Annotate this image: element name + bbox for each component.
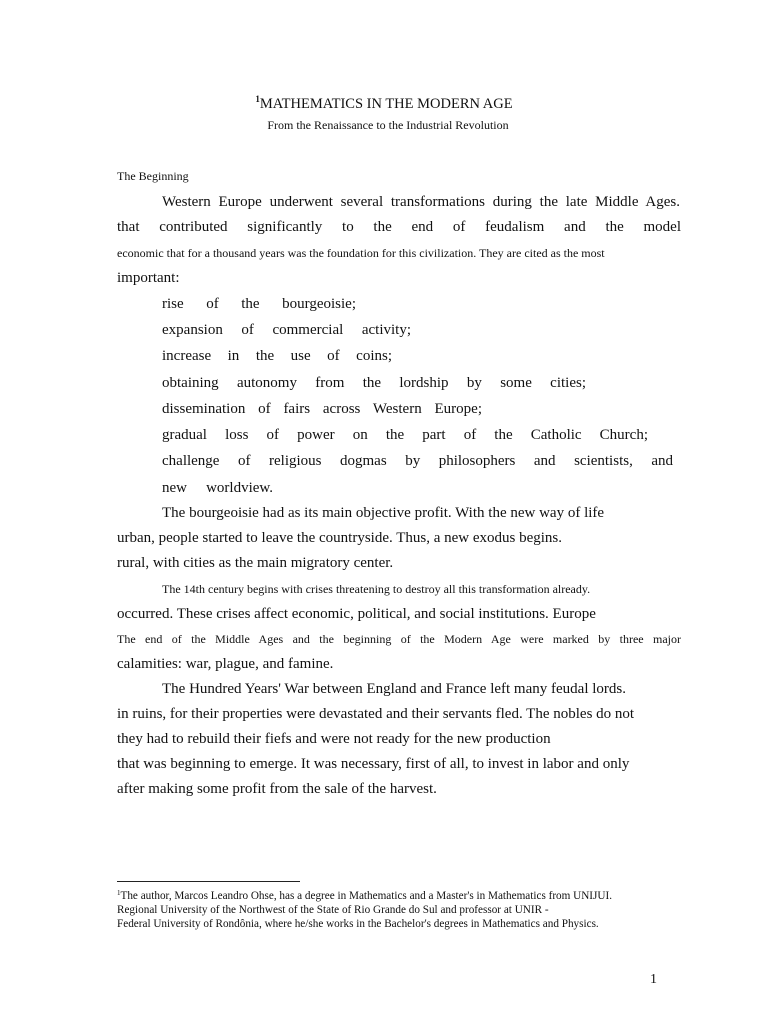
paragraph4-line: in ruins, for their properties were devastated and their servants fled. The nobles do not bbox=[117, 706, 635, 722]
title-text: MATHEMATICS IN THE MODERN AGE bbox=[259, 96, 513, 112]
list-item: obtaining autonomy from the lordship by some cities; bbox=[162, 375, 586, 391]
footnote-separator bbox=[117, 881, 300, 882]
footnote-text: The author, Marcos Leandro Ohse, has a degree in Mathematics and a Master's in Mathematics from UNIJUI. bbox=[120, 890, 612, 902]
paragraph2-line: The bourgeoisie had as its main objective profit. With the new way of life bbox=[162, 505, 605, 521]
paragraph3-line: calamities: war, plague, and famine. bbox=[117, 656, 334, 672]
paragraph4-line: after making some profit from the sale of the harvest. bbox=[117, 781, 437, 797]
footnote-marker: 1 bbox=[117, 889, 121, 897]
list-item: gradual loss of power on the part of the Catholic Church; bbox=[162, 427, 648, 443]
paragraph4-line: that was beginning to emerge. It was necessary, first of all, to invest in labor and only bbox=[117, 756, 630, 772]
section-heading: The Beginning bbox=[117, 169, 189, 183]
paragraph4-line: The Hundred Years' War between England and France left many feudal lords. bbox=[162, 681, 626, 697]
paragraph3-line: The 14th century begins with crises threatening to destroy all this transformation already. bbox=[162, 582, 591, 596]
paragraph1-line: Western Europe underwent several transformations during the late Middle Ages. bbox=[162, 194, 680, 210]
paragraph3-line: occurred. These crises affect economic, political, and social institutions. Europe bbox=[117, 606, 596, 622]
paragraph2-line: rural, with cities as the main migratory center. bbox=[117, 555, 394, 571]
title-footnote-marker: 1 bbox=[255, 94, 260, 104]
footnote-line: Regional University of the Northwest of the State of Rio Grande do Sul and professor at UNIR - bbox=[117, 904, 549, 916]
paragraph4-line: they had to rebuild their fiefs and were not ready for the new production bbox=[117, 731, 551, 747]
paragraph1-line: important: bbox=[117, 270, 180, 286]
page-number: 1 bbox=[650, 972, 657, 987]
paragraph3-line: The end of the Middle Ages and the beginning of the Modern Age were marked by three major bbox=[117, 632, 681, 646]
footnote-line bbox=[117, 889, 612, 902]
paragraph1-line: that contributed significantly to the end of feudalism and the model bbox=[117, 219, 681, 235]
document-subtitle: From the Renaissance to the Industrial Revolution bbox=[267, 118, 509, 132]
list-item: new worldview. bbox=[162, 480, 273, 496]
paragraph2-line: urban, people started to leave the countryside. Thus, a new exodus begins. bbox=[117, 530, 563, 546]
paragraph1-line: economic that for a thousand years was the foundation for this civilization. They are cited as the most bbox=[117, 246, 605, 260]
list-item: dissemination of fairs across Western Europe; bbox=[162, 401, 482, 417]
document-title bbox=[0, 94, 768, 113]
list-item: increase in the use of coins; bbox=[162, 348, 392, 364]
list-item: rise of the bourgeoisie; bbox=[162, 296, 356, 312]
list-item: challenge of religious dogmas by philosophers and scientists, and bbox=[162, 453, 673, 469]
footnote-line: Federal University of Rondônia, where he/she works in the Bachelor's degrees in Mathematics and Physics. bbox=[117, 918, 599, 930]
list-item: expansion of commercial activity; bbox=[162, 322, 411, 338]
